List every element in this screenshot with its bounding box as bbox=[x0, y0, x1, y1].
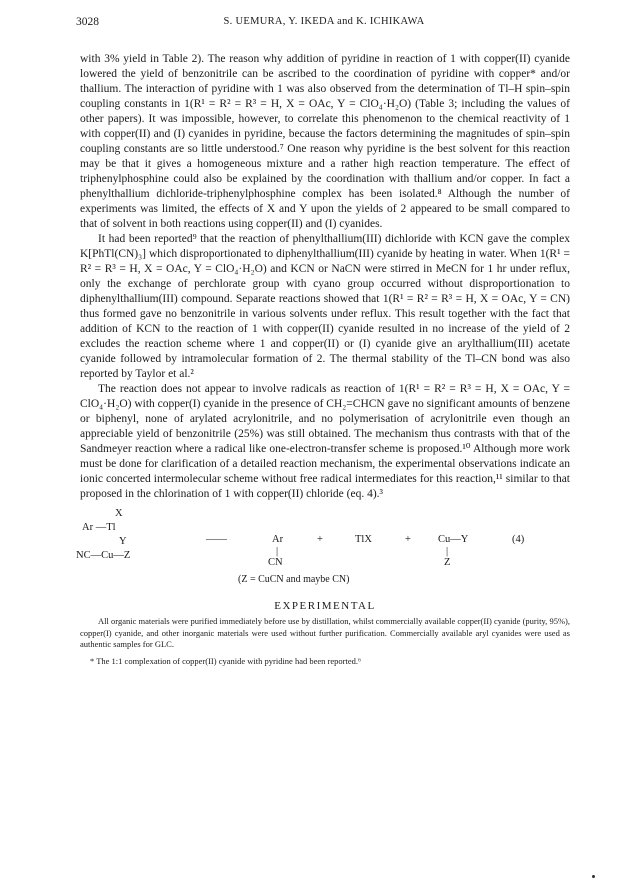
page-number: 3028 bbox=[76, 16, 99, 28]
scheme-ar-tl: Ar —Tl bbox=[82, 522, 116, 533]
paragraph-2: It had been reported⁹ that the reaction of phenylthallium(III) dichloride with KCN gave the complex K[PhTl(CN)₃] which disproportionated to diphenylthallium(III) cyanide by heating in water. When 1(R¹ = R² = R³ = H, X = OAc, Y = ClO₄·H₂O) and KCN or NaCN were stirred in MeCN for 1 hr under reflux, only the exchange of perchlorate group with cyano group occurred without disproportionation to diphenylthallium(III) compound. Separate reactions showed that 1(R¹ = R² = R³ = H, X = OAc, Y = CN) thus formed gave no benzonitrile in various solvents under reflux. This result together with the fact that addition of KCN to the reaction of 1 with copper(II) cyanide resulted in no increase of the yield of 2 excludes the reaction scheme where 1 and copper(II) or (I) cyanide give an arylthallium(III) acetate cyanide followed by intramolecular formation of 2. The thermal stability of the Tl–CN bond was also reported by Taylor et al.² bbox=[80, 233, 570, 380]
scheme-y: Y bbox=[119, 536, 127, 547]
page-mark bbox=[592, 875, 595, 878]
plus-sign-1: + bbox=[317, 534, 323, 545]
product-cu-bond: | bbox=[446, 546, 449, 557]
reaction-scheme bbox=[76, 506, 570, 598]
plus-sign-2: + bbox=[405, 534, 411, 545]
product-ar-bond: | bbox=[276, 546, 279, 557]
scheme-caption: (Z = CuCN and maybe CN) bbox=[238, 574, 350, 585]
article-body bbox=[76, 52, 570, 667]
scheme-x: X bbox=[115, 508, 123, 519]
section-title: EXPERIMENTAL bbox=[274, 600, 376, 612]
running-head: S. UEMURA, Y. IKEDA and K. ICHIKAWA bbox=[223, 16, 425, 27]
footnote: * The 1:1 complexation of copper(II) cyanide with pyridine had been reported.⁶ bbox=[90, 655, 361, 666]
experimental-text: All organic materials were purified immediately before use by distillation, whilst commercially available copper(II) cyanide (purity, 95%), copper(I) cyanide, and other inorganic materials were used without further purification. Commercially available aryl cyanides were used as authentic samples for GLC. bbox=[80, 616, 570, 649]
product-cu-y: Cu—Y bbox=[438, 534, 469, 545]
product-ar: Ar bbox=[272, 534, 284, 545]
product-cn: CN bbox=[268, 557, 283, 568]
scheme-nc-cu-z: NC—Cu—Z bbox=[76, 550, 131, 561]
product-z: Z bbox=[444, 557, 451, 568]
equation-number: (4) bbox=[512, 534, 525, 545]
reaction-arrow: —— bbox=[206, 534, 227, 545]
paragraph-1: with 3% yield in Table 2). The reason why addition of pyridine in reaction of 1 with copper(II) cyanide lowered the yield of benzonitrile can be ascribed to the coordination of pyridine with copper* and/or thallium. The interaction of pyridine with 1 was also observed from the determination of Tl–H spin–spin coupling constants in 1(R¹ = R² = R³ = H, X = OAc, Y = ClO₄·H₂O) (Table 3; including the values of other papers). It was impossible, however, to correlate this phenomenon to the chemical reactivity of 1 with copper(II) and (I) cyanides in pyridine, because the factors determining the magnitudes of spin–spin coupling constants are so little understood.⁷ One reason why pyridine is the best solvent for this reaction may be that it gives a homogeneous mixture and a rather high reaction temperature. The effect of triphenylphosphine could also be explained by the coordination with thallium and/or copper. In fact a phenylthallium dichloride-triphenylphosphine complex has been isolated.⁸ Although the number of experiments was limited, the effects of X and Y upon the yields of 2 appeared to be small compared to that of solvent in both reactions using copper(II) and (I) cyanides. bbox=[80, 53, 570, 230]
page-header bbox=[76, 16, 572, 34]
paragraph-3: The reaction does not appear to involve radicals as reaction of 1(R¹ = R² = R³ = H, X = OAc, Y = ClO₄·H₂O) with copper(I) cyanide in the presence of CH₂=CHCN gave no significant amounts of benzene or biphenyl, none of arylated acrylonitrile, and no polymerisation of acrylonitrile even though an appreciable yield of benzonitrile (25%) was still obtained. The mechanism thus contrasts with that of the Sandmeyer reaction where a radical like one-electron-transfer scheme is proposed.¹⁰ Although more work must be done for clarification of a detailed reaction mechanism, the experimental observations indicate an ionic concerted intermolecular scheme without free radical intermediates for this reaction,¹¹ similar to that proposed in the chlorination of 1 with copper(II) chloride (eq. 4).³ bbox=[80, 383, 570, 500]
product-tlx: TlX bbox=[355, 534, 372, 545]
